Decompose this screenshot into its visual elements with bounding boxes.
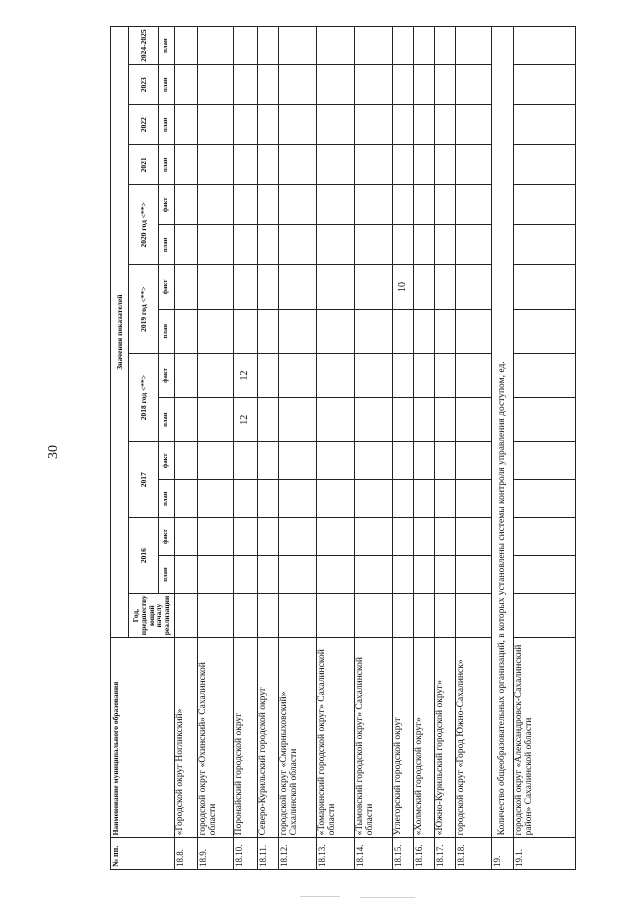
value-cell bbox=[175, 185, 198, 225]
value-cell bbox=[514, 265, 576, 309]
sub-header: план bbox=[159, 225, 175, 265]
value-cell bbox=[393, 65, 414, 105]
value-cell bbox=[198, 265, 234, 309]
value-cell bbox=[435, 225, 456, 265]
header-year-2024-2025: 2024-2025 bbox=[129, 27, 159, 65]
page-number: 30 bbox=[46, 445, 61, 459]
value-cell bbox=[414, 309, 435, 353]
value-cell bbox=[234, 480, 258, 518]
table-row bbox=[175, 27, 198, 870]
value-cell bbox=[393, 225, 414, 265]
value-cell bbox=[175, 65, 198, 105]
sub-header: факт bbox=[159, 518, 175, 556]
value-cell bbox=[175, 398, 198, 442]
sub-header: план bbox=[159, 27, 175, 65]
value-cell bbox=[175, 442, 198, 480]
value-cell bbox=[435, 556, 456, 594]
header-municipality-name: Наименование муниципального образования bbox=[111, 638, 175, 838]
value-cell bbox=[198, 353, 234, 397]
sub-header: план bbox=[159, 556, 175, 594]
table-row bbox=[414, 27, 435, 870]
row-number: 18.17. bbox=[435, 838, 456, 870]
value-cell: 10 bbox=[393, 265, 414, 309]
value-cell bbox=[279, 145, 317, 185]
value-cell bbox=[279, 185, 317, 225]
municipality-name: «Городской округ Ногликский» bbox=[175, 638, 198, 838]
value-cell bbox=[317, 265, 355, 309]
value-cell bbox=[435, 518, 456, 556]
table-row bbox=[198, 27, 234, 870]
value-cell bbox=[258, 185, 279, 225]
value-cell bbox=[514, 145, 576, 185]
value-cell bbox=[317, 556, 355, 594]
header-values: Значения показателей bbox=[111, 27, 129, 638]
value-cell bbox=[317, 27, 355, 65]
sub-header: факт bbox=[159, 265, 175, 309]
header-year-2019: 2019 год <**> bbox=[129, 265, 159, 353]
value-cell bbox=[355, 556, 393, 594]
value-cell bbox=[279, 65, 317, 105]
value-cell bbox=[355, 265, 393, 309]
value-cell bbox=[414, 145, 435, 185]
table-row bbox=[393, 27, 414, 870]
municipality-name: городской округ «Охинский» Сахалинской области bbox=[198, 638, 234, 838]
value-cell bbox=[279, 353, 317, 397]
row-number: 18.18. bbox=[456, 838, 492, 870]
value-cell bbox=[317, 145, 355, 185]
value-cell bbox=[198, 145, 234, 185]
value-cell bbox=[198, 594, 234, 638]
value-cell bbox=[198, 105, 234, 145]
value-cell bbox=[435, 594, 456, 638]
value-cell bbox=[317, 480, 355, 518]
value-cell bbox=[258, 398, 279, 442]
value-cell bbox=[355, 27, 393, 65]
value-cell bbox=[355, 518, 393, 556]
sub-header: факт bbox=[159, 185, 175, 225]
sub-header: факт bbox=[159, 442, 175, 480]
value-cell bbox=[435, 65, 456, 105]
value-cell bbox=[456, 442, 492, 480]
sub-header: план bbox=[159, 65, 175, 105]
value-cell bbox=[317, 105, 355, 145]
header-year-2022: 2022 bbox=[129, 105, 159, 145]
value-cell bbox=[175, 480, 198, 518]
value-cell bbox=[175, 225, 198, 265]
value-cell bbox=[258, 442, 279, 480]
value-cell bbox=[175, 27, 198, 65]
value-cell bbox=[514, 594, 576, 638]
value-cell bbox=[456, 65, 492, 105]
value-cell bbox=[258, 105, 279, 145]
row-number: 18.12. bbox=[279, 838, 317, 870]
row-number: 18.11. bbox=[258, 838, 279, 870]
value-cell bbox=[317, 353, 355, 397]
value-cell bbox=[198, 225, 234, 265]
value-cell bbox=[514, 309, 576, 353]
value-cell bbox=[393, 480, 414, 518]
value-cell bbox=[414, 594, 435, 638]
value-cell bbox=[393, 145, 414, 185]
table-row bbox=[355, 27, 393, 870]
value-cell bbox=[198, 398, 234, 442]
value-cell bbox=[456, 480, 492, 518]
header-year-2023: 2023 bbox=[129, 65, 159, 105]
value-cell bbox=[414, 65, 435, 105]
value-cell bbox=[393, 353, 414, 397]
value-cell bbox=[317, 518, 355, 556]
header-year-2020: 2020 год <**> bbox=[129, 185, 159, 265]
value-cell bbox=[514, 442, 576, 480]
row-number: 18.8. bbox=[175, 838, 198, 870]
value-cell bbox=[414, 518, 435, 556]
value-cell bbox=[393, 398, 414, 442]
value-cell bbox=[234, 442, 258, 480]
value-cell bbox=[279, 556, 317, 594]
value-cell bbox=[258, 145, 279, 185]
value-cell bbox=[198, 27, 234, 65]
municipality-name: «Томаринский городской округ» Сахалинской области bbox=[317, 638, 355, 838]
value-cell bbox=[435, 265, 456, 309]
value-cell bbox=[175, 594, 198, 638]
value-cell bbox=[435, 185, 456, 225]
value-cell bbox=[198, 185, 234, 225]
value-cell bbox=[258, 65, 279, 105]
value-cell bbox=[175, 518, 198, 556]
municipality-name: городской округ «Смирныховский» Сахалинской области bbox=[279, 638, 317, 838]
value-cell bbox=[393, 27, 414, 65]
row-number: 18.15. bbox=[393, 838, 414, 870]
value-cell bbox=[514, 398, 576, 442]
sub-header: план bbox=[159, 480, 175, 518]
value-cell bbox=[258, 480, 279, 518]
value-cell bbox=[456, 105, 492, 145]
value-cell bbox=[435, 480, 456, 518]
value-cell bbox=[355, 353, 393, 397]
value-cell bbox=[456, 398, 492, 442]
value-cell bbox=[279, 594, 317, 638]
value-cell bbox=[456, 518, 492, 556]
value-cell bbox=[456, 185, 492, 225]
value-cell bbox=[258, 518, 279, 556]
value-cell bbox=[355, 185, 393, 225]
value-cell bbox=[393, 442, 414, 480]
value-cell bbox=[317, 594, 355, 638]
value-cell bbox=[514, 480, 576, 518]
municipality-name: Поронайский городской округ bbox=[234, 638, 258, 838]
value-cell bbox=[355, 480, 393, 518]
municipality-name: Северо-Курильский городской округ bbox=[258, 638, 279, 838]
value-cell bbox=[414, 225, 435, 265]
sub-header: план bbox=[159, 309, 175, 353]
value-cell bbox=[258, 594, 279, 638]
scan-mark bbox=[300, 896, 340, 897]
value-cell bbox=[279, 265, 317, 309]
value-cell bbox=[355, 309, 393, 353]
value-cell bbox=[279, 27, 317, 65]
value-cell bbox=[234, 105, 258, 145]
row-number: 18.9. bbox=[198, 838, 234, 870]
value-cell bbox=[198, 442, 234, 480]
value-cell bbox=[198, 480, 234, 518]
value-cell bbox=[435, 398, 456, 442]
value-cell bbox=[414, 480, 435, 518]
value-cell bbox=[198, 309, 234, 353]
municipality-name: городской округ «Город Южно-Сахалинск» bbox=[456, 638, 492, 838]
value-cell bbox=[175, 105, 198, 145]
value-cell bbox=[258, 556, 279, 594]
table-row bbox=[258, 27, 279, 870]
value-cell bbox=[234, 145, 258, 185]
value-cell bbox=[414, 265, 435, 309]
value-cell: 12 bbox=[234, 398, 258, 442]
header-year-2016: 2016 bbox=[129, 518, 159, 594]
table-row bbox=[514, 27, 576, 870]
row-number: 18.16. bbox=[414, 838, 435, 870]
value-cell bbox=[514, 225, 576, 265]
value-cell bbox=[435, 145, 456, 185]
value-cell bbox=[279, 105, 317, 145]
value-cell bbox=[514, 518, 576, 556]
value-cell bbox=[258, 27, 279, 65]
table-row bbox=[435, 27, 456, 870]
value-cell bbox=[355, 105, 393, 145]
value-cell bbox=[456, 353, 492, 397]
value-cell bbox=[355, 398, 393, 442]
sub-header: факт bbox=[159, 353, 175, 397]
value-cell bbox=[234, 225, 258, 265]
scan-mark bbox=[360, 897, 415, 898]
table-row bbox=[317, 27, 355, 870]
value-cell bbox=[456, 145, 492, 185]
value-cell bbox=[456, 27, 492, 65]
value-cell bbox=[198, 556, 234, 594]
row-number: 18.13. bbox=[317, 838, 355, 870]
value-cell bbox=[456, 309, 492, 353]
value-cell bbox=[234, 27, 258, 65]
value-cell bbox=[435, 105, 456, 145]
value-cell bbox=[317, 65, 355, 105]
table-row bbox=[279, 27, 317, 870]
value-cell bbox=[414, 27, 435, 65]
municipality-name: «Тымовский городской округ» Сахалинской области bbox=[355, 638, 393, 838]
value-cell bbox=[393, 556, 414, 594]
value-cell bbox=[317, 442, 355, 480]
value-cell bbox=[414, 185, 435, 225]
value-cell bbox=[435, 442, 456, 480]
value-cell bbox=[355, 442, 393, 480]
value-cell bbox=[279, 442, 317, 480]
municipality-name: «Южно-Курильский городской округ» bbox=[435, 638, 456, 838]
value-cell bbox=[514, 353, 576, 397]
indicator-table bbox=[110, 26, 576, 870]
value-cell bbox=[317, 185, 355, 225]
value-cell bbox=[198, 518, 234, 556]
value-cell bbox=[414, 353, 435, 397]
table-body bbox=[175, 27, 576, 870]
value-cell bbox=[258, 225, 279, 265]
municipality-name: «Холмский городской округ» bbox=[414, 638, 435, 838]
value-cell bbox=[456, 594, 492, 638]
value-cell bbox=[198, 65, 234, 105]
value-cell bbox=[435, 27, 456, 65]
value-cell bbox=[234, 518, 258, 556]
value-cell bbox=[514, 65, 576, 105]
value-cell bbox=[414, 556, 435, 594]
value-cell bbox=[456, 556, 492, 594]
value-cell bbox=[317, 225, 355, 265]
rotated-table-container bbox=[110, 26, 564, 870]
sub-header: план bbox=[159, 398, 175, 442]
row-number: 19. bbox=[492, 838, 514, 870]
value-cell bbox=[355, 225, 393, 265]
value-cell bbox=[414, 398, 435, 442]
row-number: 19.1. bbox=[514, 838, 576, 870]
value-cell: 12 bbox=[234, 353, 258, 397]
header-year-2021: 2021 bbox=[129, 145, 159, 185]
value-cell bbox=[393, 594, 414, 638]
value-cell bbox=[393, 309, 414, 353]
value-cell bbox=[317, 398, 355, 442]
value-cell bbox=[234, 65, 258, 105]
section-row bbox=[492, 27, 514, 870]
value-cell bbox=[258, 353, 279, 397]
value-cell bbox=[279, 480, 317, 518]
value-cell bbox=[175, 353, 198, 397]
value-cell bbox=[355, 594, 393, 638]
row-number: 18.14. bbox=[355, 838, 393, 870]
value-cell bbox=[234, 265, 258, 309]
value-cell bbox=[414, 105, 435, 145]
value-cell bbox=[279, 518, 317, 556]
value-cell bbox=[317, 309, 355, 353]
value-cell bbox=[175, 309, 198, 353]
header-number: № пп. bbox=[111, 838, 175, 870]
municipality-name: городской округ «Александровск-Сахалинский район» Сахалинской области bbox=[514, 638, 576, 838]
value-cell bbox=[514, 27, 576, 65]
table-row bbox=[456, 27, 492, 870]
value-cell bbox=[279, 225, 317, 265]
value-cell bbox=[279, 309, 317, 353]
section-title: Количество общеобразовательных организаций, в которых установлены системы контроля управления доступом, ед. bbox=[492, 27, 514, 838]
row-number: 18.10. bbox=[234, 838, 258, 870]
value-cell bbox=[393, 185, 414, 225]
value-cell bbox=[234, 185, 258, 225]
value-cell bbox=[234, 556, 258, 594]
header-year-2018: 2018 год <**> bbox=[129, 353, 159, 441]
value-cell bbox=[234, 309, 258, 353]
value-cell bbox=[355, 65, 393, 105]
value-cell bbox=[456, 265, 492, 309]
value-cell bbox=[393, 105, 414, 145]
value-cell bbox=[279, 398, 317, 442]
value-cell bbox=[414, 442, 435, 480]
value-cell bbox=[456, 225, 492, 265]
value-cell bbox=[435, 353, 456, 397]
value-cell bbox=[234, 594, 258, 638]
value-cell bbox=[355, 145, 393, 185]
municipality-name: Углегорский городской округ bbox=[393, 638, 414, 838]
value-cell bbox=[175, 265, 198, 309]
table-row bbox=[234, 27, 258, 870]
sub-header: план bbox=[159, 105, 175, 145]
value-cell bbox=[258, 309, 279, 353]
value-cell bbox=[435, 309, 456, 353]
value-cell bbox=[175, 145, 198, 185]
header-year-2017: 2017 bbox=[129, 442, 159, 518]
value-cell bbox=[514, 185, 576, 225]
header-year-prior: Год, предшеству ющий началу реализации bbox=[129, 594, 175, 638]
value-cell bbox=[258, 265, 279, 309]
value-cell bbox=[514, 556, 576, 594]
value-cell bbox=[175, 556, 198, 594]
sub-header: план bbox=[159, 145, 175, 185]
value-cell bbox=[514, 105, 576, 145]
value-cell bbox=[393, 518, 414, 556]
